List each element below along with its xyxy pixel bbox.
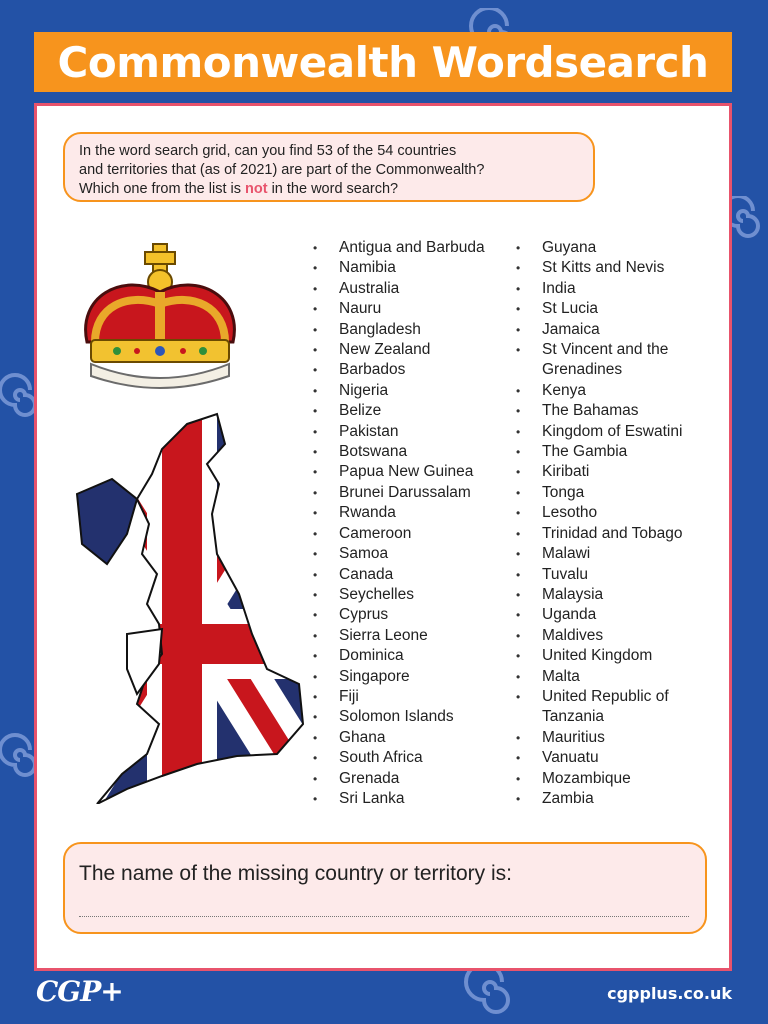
country-item: • Namibia xyxy=(313,258,485,278)
country-item: • St Vincent and the Grenadines xyxy=(516,340,682,381)
country-item: • Malta xyxy=(516,667,682,687)
country-item: • Mauritius xyxy=(516,728,682,748)
instructions-box xyxy=(63,132,595,202)
country-item: • Vanuatu xyxy=(516,748,682,768)
country-item: • Brunei Darussalam xyxy=(313,483,485,503)
country-item: • Solomon Islands xyxy=(313,707,485,727)
country-item: • Guyana xyxy=(516,238,682,258)
country-item: • Papua New Guinea xyxy=(313,462,485,482)
title-bar xyxy=(34,32,732,92)
country-item: • Singapore xyxy=(313,667,485,687)
country-item: • Dominica xyxy=(313,646,485,666)
instructions-line-2: and territories that (as of 2021) are part of the Commonwealth? xyxy=(79,162,485,178)
country-item: • United Kingdom xyxy=(516,646,682,666)
country-item: • Samoa xyxy=(313,544,485,564)
country-item: • Kenya xyxy=(516,381,682,401)
country-item: • Nauru xyxy=(313,299,485,319)
country-item: • St Kitts and Nevis xyxy=(516,258,682,278)
country-item: • Zambia xyxy=(516,789,682,809)
crown-icon xyxy=(77,242,243,394)
highlight-not: not xyxy=(245,181,268,197)
answer-line[interactable] xyxy=(79,916,689,917)
country-item: • Sri Lanka xyxy=(313,789,485,809)
country-item: • Bangladesh xyxy=(313,320,485,340)
country-item: • Malaysia xyxy=(516,585,682,605)
country-item: • Lesotho xyxy=(516,503,682,523)
country-item: • Canada xyxy=(313,565,485,585)
country-item: • The Gambia xyxy=(516,442,682,462)
website-link[interactable]: cgpplus.co.uk xyxy=(607,984,732,1003)
country-item: • Antigua and Barbuda xyxy=(313,238,485,258)
instructions-line-3: Which one from the list is not in the word search? xyxy=(79,181,399,197)
country-item: • Uganda xyxy=(516,605,682,625)
country-item: • Pakistan xyxy=(313,422,485,442)
worksheet-panel xyxy=(34,103,732,971)
country-item: • Kingdom of Eswatini xyxy=(516,422,682,442)
country-item: • Australia xyxy=(313,279,485,299)
country-item: • Trinidad and Tobago xyxy=(516,524,682,544)
country-item: • Mozambique xyxy=(516,769,682,789)
page-title: Commonwealth Wordsearch xyxy=(57,37,709,87)
country-item: • St Lucia xyxy=(516,299,682,319)
country-item: • South Africa xyxy=(313,748,485,768)
union-jack-map-icon xyxy=(67,404,317,804)
country-item: • Ghana xyxy=(313,728,485,748)
country-item: • United Republic of Tanzania xyxy=(516,687,682,728)
cgp-logo: CGP+ xyxy=(36,975,123,1008)
country-item: • Maldives xyxy=(516,626,682,646)
country-item: • Rwanda xyxy=(313,503,485,523)
country-item: • Fiji xyxy=(313,687,485,707)
answer-prompt: The name of the missing country or territory is: xyxy=(79,862,512,885)
country-item: • Kiribati xyxy=(516,462,682,482)
country-item: • Cyprus xyxy=(313,605,485,625)
country-item: • Grenada xyxy=(313,769,485,789)
country-item: • Tonga xyxy=(516,483,682,503)
country-item: • Barbados xyxy=(313,360,485,380)
instructions-line-1: In the word search grid, can you find 53 of the 54 countries xyxy=(79,143,457,159)
country-item: • India xyxy=(516,279,682,299)
country-item: • Botswana xyxy=(313,442,485,462)
country-item: • Belize xyxy=(313,401,485,421)
country-item: • Nigeria xyxy=(313,381,485,401)
country-item: • New Zealand xyxy=(313,340,485,360)
country-item: • Tuvalu xyxy=(516,565,682,585)
country-list-left xyxy=(313,238,485,809)
answer-box xyxy=(63,842,707,934)
country-item: • Cameroon xyxy=(313,524,485,544)
country-item: • Malawi xyxy=(516,544,682,564)
country-item: • Sierra Leone xyxy=(313,626,485,646)
country-item: • Jamaica xyxy=(516,320,682,340)
country-list-right xyxy=(516,238,682,809)
country-item: • The Bahamas xyxy=(516,401,682,421)
country-item: • Seychelles xyxy=(313,585,485,605)
